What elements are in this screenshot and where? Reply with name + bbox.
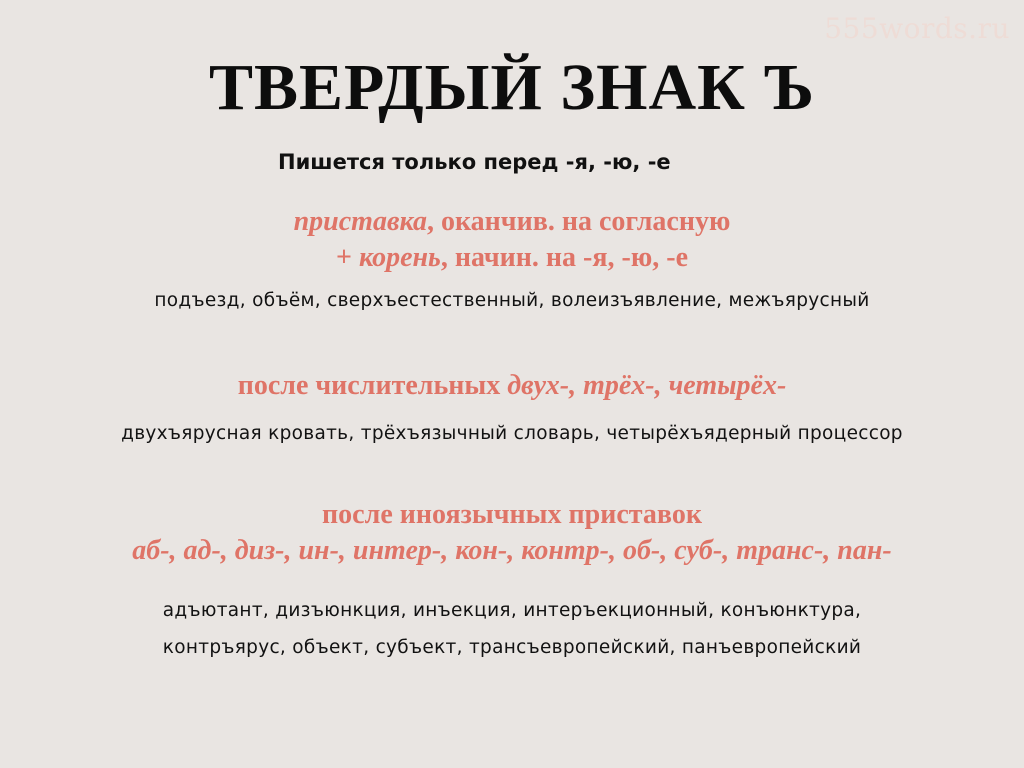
- examples-1-line-1: подъезд, объём, сверхъестественный, волеизъявление, межъярусный: [154, 290, 870, 311]
- rule-1-line-1-italic: приставка: [293, 206, 427, 237]
- rule-1-line-2-text: , начин. на -я, -ю, -е: [440, 242, 689, 273]
- rule-2-line-1-text: после числительных: [237, 370, 508, 401]
- rule-3-line-2-italic: аб-, ад-, диз-, ин-, интер-, кон-, контр-, об-, суб-, транс-, пан-: [132, 535, 892, 566]
- rule-1-line-1: [0, 206, 1024, 238]
- rule-3-line-2: [0, 535, 1024, 567]
- examples-3-line-1: адъютант, дизъюнкция, инъекция, интеръекционный, конъюнктура,: [162, 600, 862, 621]
- page-subtitle: Пишется только перед -я, -ю, -е: [278, 150, 671, 174]
- rule-3-line-1-text: после иноязычных приставок: [322, 499, 702, 530]
- rule-2-line-1: [0, 370, 1024, 402]
- rule-1-line-2: [0, 242, 1024, 274]
- rule-2-line-1-italic: двух-, трёх-, четырёх-: [507, 370, 787, 401]
- examples-3-line-2: контръярус, объект, субъект, трансъевропейский, панъевропейский: [162, 637, 862, 658]
- watermark: 555words.ru: [824, 12, 1010, 45]
- rule-1-line-2-prefix: +: [335, 242, 359, 273]
- rule-3-line-1: [0, 499, 1024, 531]
- examples-2-line-1: двухъярусная кровать, трёхъязычный словарь, четырёхъядерный процессор: [121, 423, 903, 444]
- page-title: ТВЕРДЫЙ ЗНАК Ъ: [208, 51, 816, 124]
- rule-1-line-1-text: , оканчив. на согласную: [426, 206, 731, 237]
- rule-1-line-2-italic: корень: [358, 242, 441, 273]
